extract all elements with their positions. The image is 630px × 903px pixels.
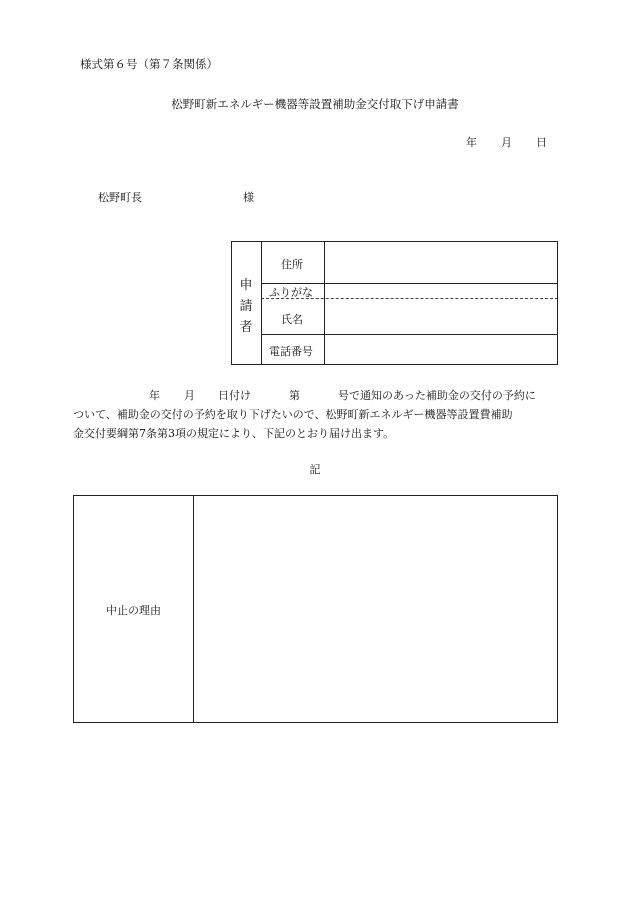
phone-label: 電話番号: [269, 345, 313, 358]
notice-line2: ついて、補助金の交付の予約を取り下げたいので、松野町新エネルギー機器等設置費補助: [73, 408, 513, 421]
furigana-value-cell[interactable]: [325, 284, 557, 298]
notice-line3: 金交付要綱第7条第3項の規定により、下記のとおり届け出ます。: [73, 427, 395, 440]
name-label: 氏名: [281, 313, 303, 326]
address-label: 住所: [281, 258, 303, 271]
notice-dated-label: 日付け: [218, 389, 251, 402]
reason-label: 中止の理由: [106, 604, 161, 617]
date-month-label: 月: [501, 136, 512, 149]
applicant-vertical-char-2: 請: [239, 299, 253, 314]
form-number: 様式第６号（第７条関係）: [80, 57, 218, 71]
addressee-honorific: 様: [243, 191, 254, 204]
notice-year-label: 年: [149, 389, 160, 402]
applicant-vertical-char-1: 申: [239, 278, 253, 293]
notice-line1-rest: 号で通知のあった補助金の交付の予約に: [338, 389, 536, 402]
reason-value-cell[interactable]: [194, 496, 557, 722]
address-value-cell[interactable]: [325, 242, 557, 283]
phone-value-cell[interactable]: [325, 335, 557, 364]
notice-number-prefix: 第: [289, 389, 300, 402]
document-title: 松野町新エネルギー機器等設置補助金交付取下げ申請書: [171, 97, 459, 111]
applicant-vertical-char-3: 者: [239, 320, 253, 335]
date-year-label: 年: [466, 136, 477, 149]
date-day-label: 日: [536, 136, 547, 149]
notice-month-label: 月: [184, 389, 195, 402]
ki-heading: 記: [309, 463, 321, 476]
addressee-name: 松野町長: [98, 191, 142, 204]
name-value-cell[interactable]: [325, 299, 557, 334]
furigana-label: ふりがな: [269, 286, 313, 299]
